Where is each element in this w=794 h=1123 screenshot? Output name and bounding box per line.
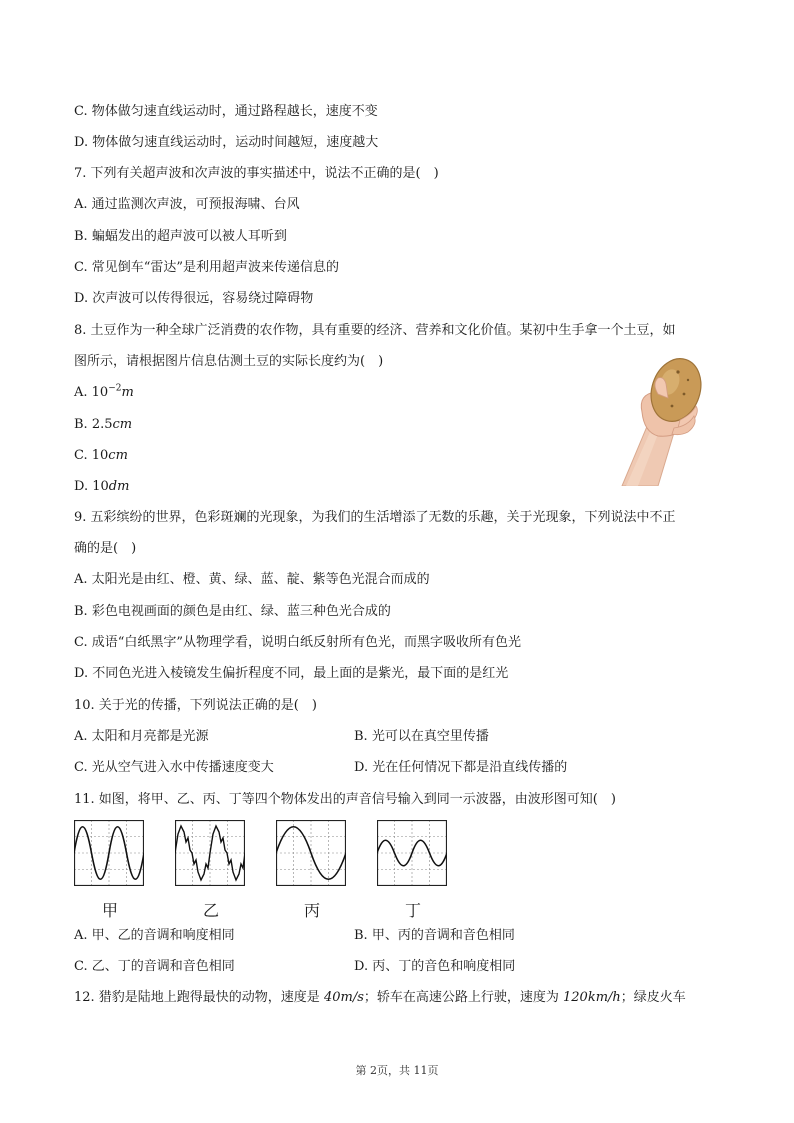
q8-option-c — [74, 447, 128, 465]
q7-option-a: A. 通过监测次声波，可预报海啸、台风 — [74, 197, 300, 212]
q11-option-d: D. 丙、丁的音色和响度相同 — [354, 959, 516, 974]
q11-option-a: A. 甲、乙的音调和响度相同 — [74, 928, 235, 943]
q11-option-b: B. 甲、丙的音调和音色相同 — [354, 928, 515, 943]
q7-stem: 7. 下列有关超声波和次声波的事实描述中，说法不正确的是( ) — [74, 166, 439, 181]
q8-option-a-prefix: A. 10 — [74, 385, 109, 400]
q12-speed-car: 120km/h — [563, 990, 621, 1005]
q10-option-d: D. 光在任何情况下都是沿直线传播的 — [354, 760, 568, 775]
q8-option-c-prefix: C. 10 — [74, 448, 109, 463]
q8-option-a — [74, 384, 134, 402]
q8-option-d — [74, 478, 129, 496]
q12-stem — [74, 989, 686, 1007]
q10-option-a: A. 太阳和月亮都是光源 — [74, 729, 209, 744]
q9-option-a: A. 太阳光是由红、橙、黄、绿、蓝、靛、紫等色光混合而成的 — [74, 572, 430, 587]
q9-option-d: D. 不同色光进入棱镜发生偏折程度不同，最上面的是紫光，最下面的是红光 — [74, 666, 509, 681]
waveform-ding — [377, 820, 447, 886]
q6-option-d: D. 物体做匀速直线运动时，运动时间越短，速度越大 — [74, 135, 379, 150]
waveform-yi — [175, 820, 245, 886]
q8-stem-line1: 8. 土豆作为一种全球广泛消费的农作物，具有重要的经济、营养和文化价值。某初中生手拿一个土豆，如 — [74, 323, 676, 338]
waveform-label-yi: 乙 — [203, 901, 220, 920]
waveform-label-jia: 甲 — [102, 901, 119, 920]
page-footer: 第 2页，共 11页 — [355, 1064, 439, 1077]
q9-stem-line1: 9. 五彩缤纷的世界，色彩斑斓的光现象，为我们的生活增添了无数的乐趣，关于光现象，下列说法中不正 — [74, 510, 676, 525]
q8-option-b — [74, 416, 132, 434]
q10-stem: 10. 关于光的传播，下列说法正确的是( ) — [74, 698, 317, 713]
q10-option-b: B. 光可以在真空里传播 — [354, 729, 489, 744]
q11-stem: 11. 如图，将甲、乙、丙、丁等四个物体发出的声音信号输入到同一示波器，由波形图可知( ) — [74, 792, 616, 807]
q8-option-c-unit: cm — [108, 448, 128, 463]
waveform-jia — [74, 820, 144, 886]
q7-option-d: D. 次声波可以传得很远，容易绕过障碍物 — [74, 291, 314, 306]
q8-option-b-unit: cm — [112, 417, 133, 432]
q12-stem-part1: 12. 猎豹是陆地上跑得最快的动物，速度是 — [74, 990, 324, 1005]
q10-option-c: C. 光从空气进入水中传播速度变大 — [74, 760, 274, 775]
q9-option-c: C. 成语“白纸黑字”从物理学看，说明白纸反射所有色光，而黑字吸收所有色光 — [74, 635, 522, 650]
q7-option-c: C. 常见倒车“雷达”是利用超声波来传递信息的 — [74, 260, 340, 275]
q8-option-a-unit: m — [121, 385, 134, 400]
q8-option-b-prefix: B. 2.5 — [74, 417, 113, 432]
q8-option-d-unit: dm — [108, 479, 130, 494]
q9-option-b: B. 彩色电视画面的颜色是由红、绿、蓝三种色光合成的 — [74, 604, 391, 619]
q8-option-a-exponent: −2 — [108, 383, 122, 394]
waveform-bing — [276, 820, 346, 886]
waveform-label-bing: 丙 — [304, 901, 321, 920]
q12-stem-part3: ；绿皮火车 — [620, 990, 686, 1005]
q8-option-d-prefix: D. 10 — [74, 479, 109, 494]
q6-option-c: C. 物体做匀速直线运动时，通过路程越长，速度不变 — [74, 104, 378, 119]
q11-option-c: C. 乙、丁的音调和音色相同 — [74, 959, 235, 974]
q12-speed-cheetah: 40m/s — [323, 990, 364, 1005]
potato-in-hand-figure — [618, 354, 710, 486]
waveform-label-ding: 丁 — [405, 901, 422, 920]
q8-stem-line2: 图所示，请根据图片信息估测土豆的实际长度约为( ) — [74, 354, 384, 369]
q7-option-b: B. 蝙蝠发出的超声波可以被人耳听到 — [74, 229, 287, 244]
q9-stem-line2: 确的是( ) — [74, 541, 137, 556]
q12-stem-part2: ；轿车在高速公路上行驶，速度为 — [363, 990, 564, 1005]
